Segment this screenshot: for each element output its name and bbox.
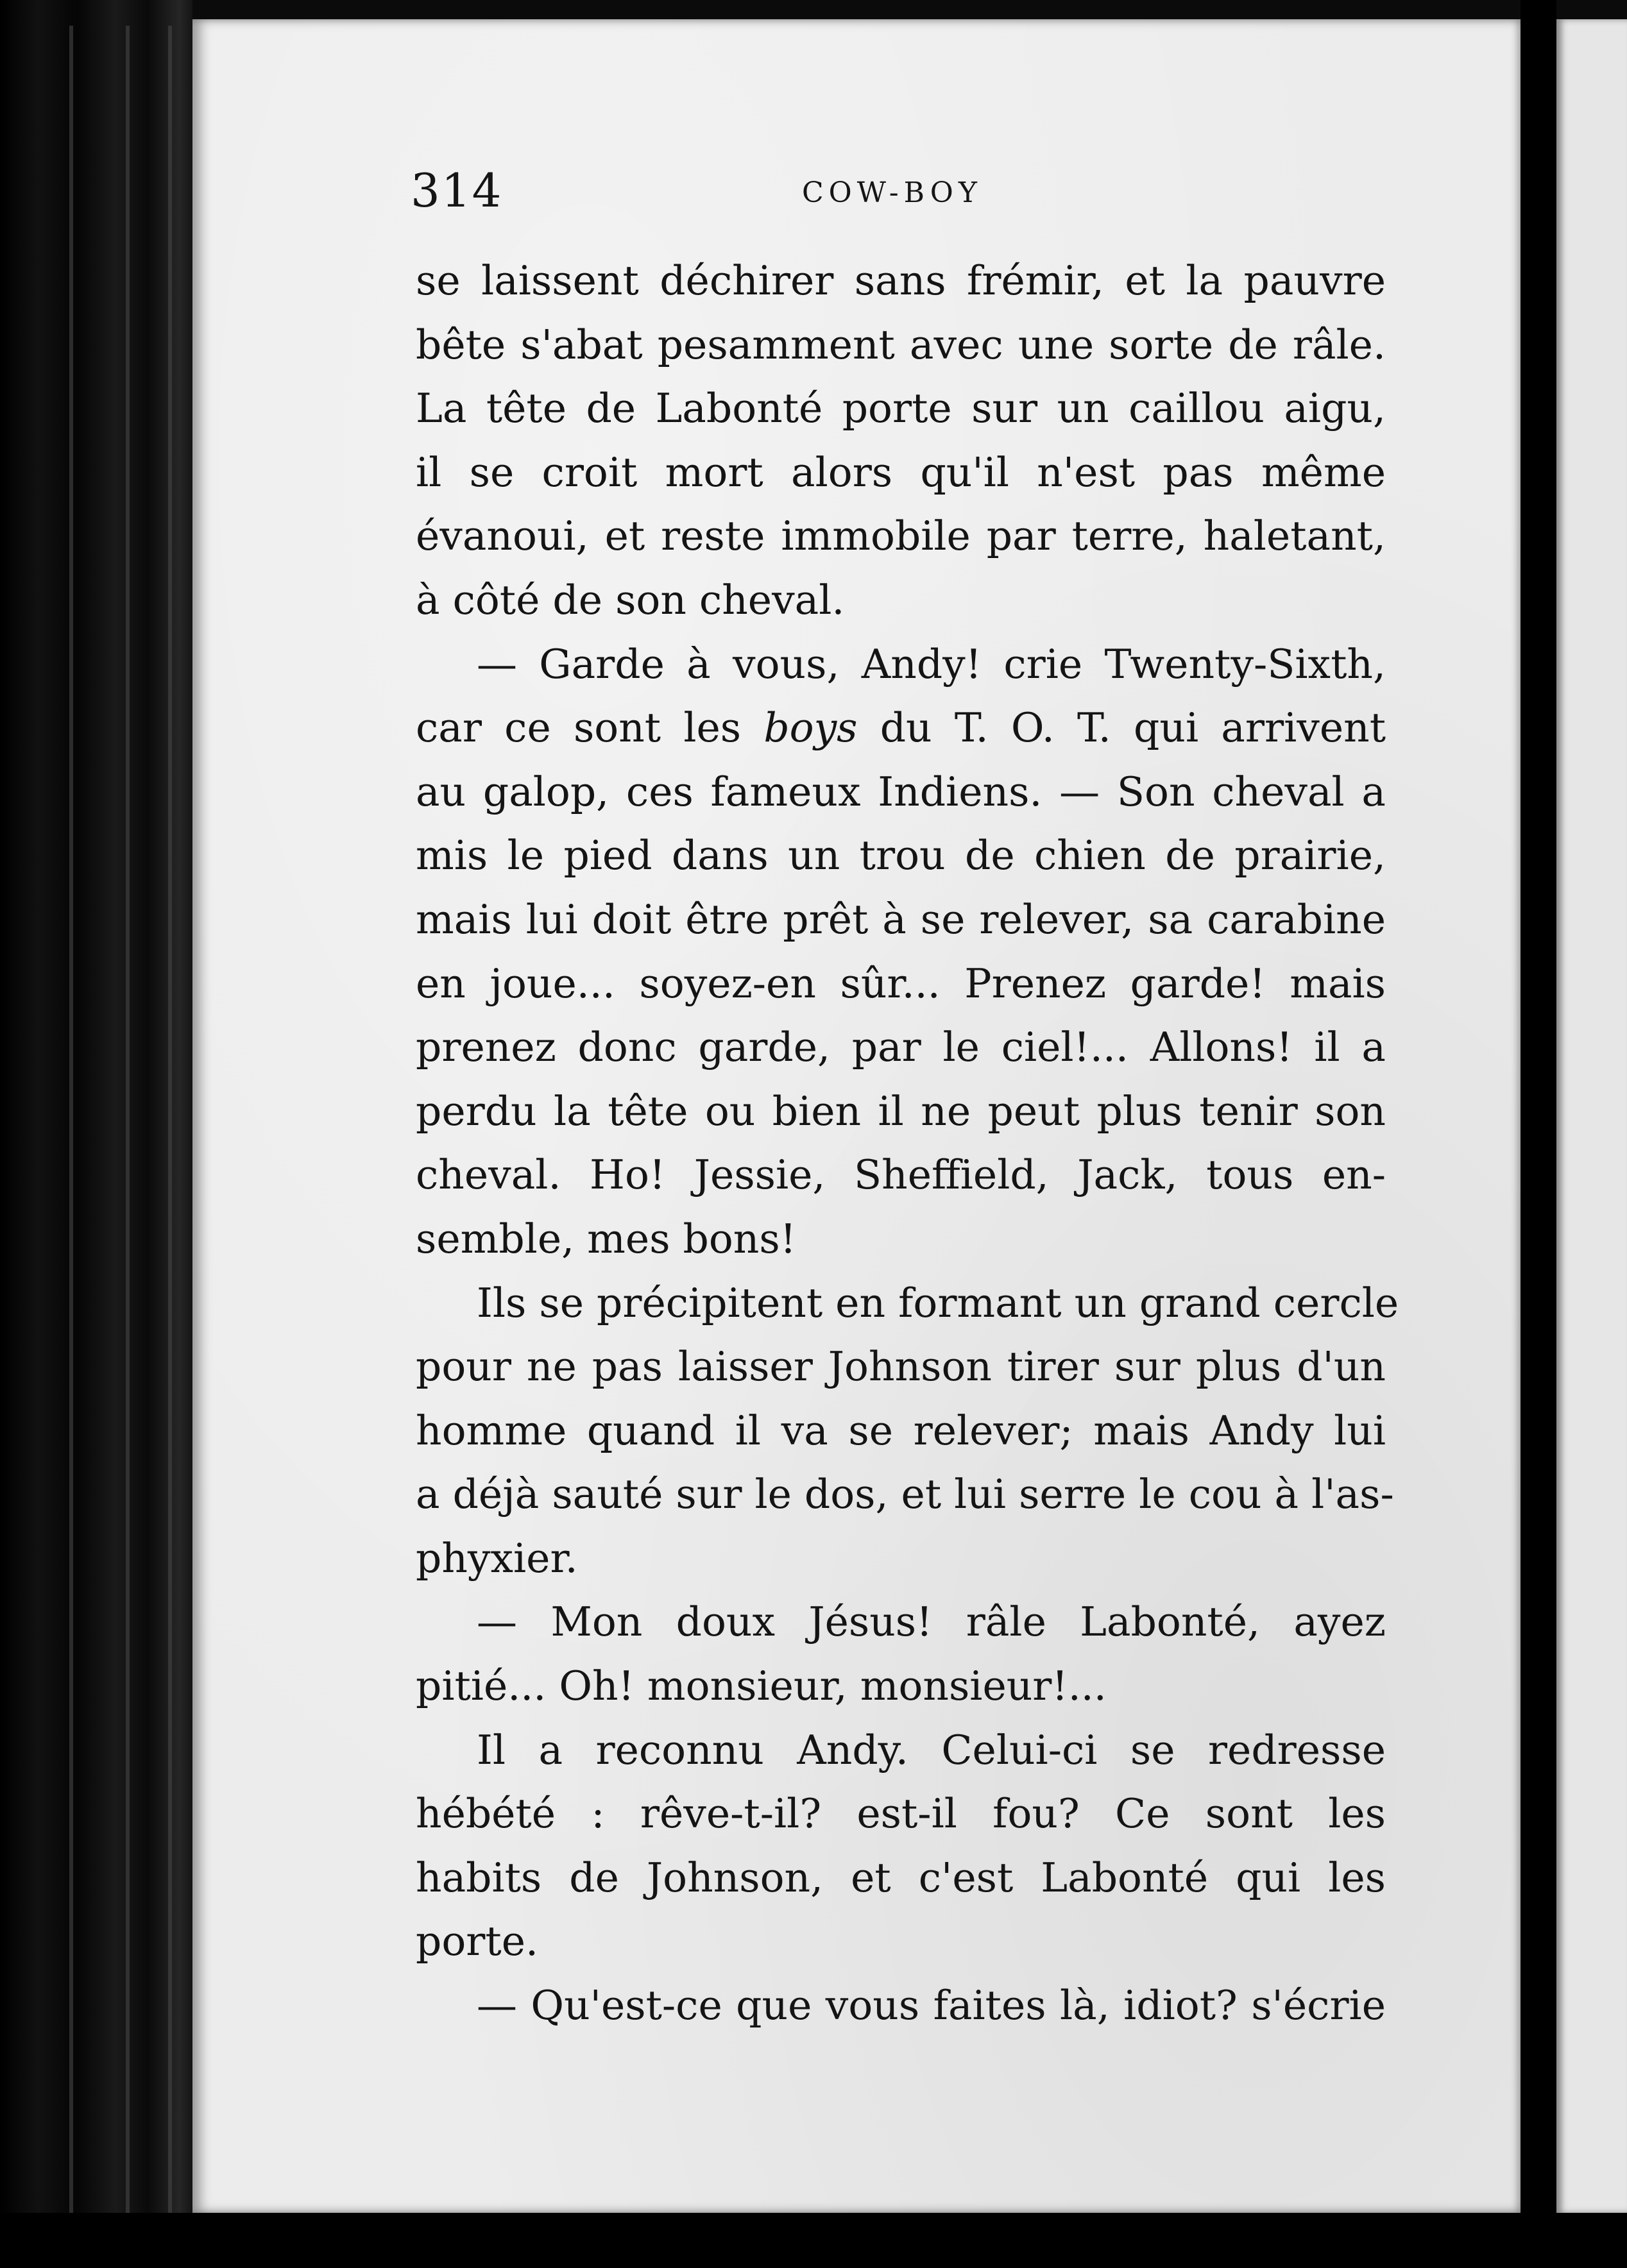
text-segment: car ce sont les <box>416 704 764 752</box>
text-line: prenez donc garde, par le ciel!... Allons! il a <box>416 1024 1386 1071</box>
text-line: a déjà sauté sur le dos, et lui serre le cou à l'as- <box>416 1471 1394 1518</box>
edge-streak <box>126 26 130 2232</box>
text-line: en joue... soyez-en sûr... Prenez garde! mais <box>416 960 1386 1007</box>
text-line: mis le pied dans un trou de chien de prairie, <box>416 832 1386 879</box>
facing-page-edge <box>1556 19 1627 2213</box>
scan-border-bottom <box>0 2213 1627 2268</box>
text-line: porte. <box>416 1918 538 1965</box>
text-line: La tête de Labonté porte sur un caillou aigu, <box>416 385 1386 432</box>
text-line: habits de Johnson, et c'est Labonté qui les <box>416 1854 1386 1901</box>
page-gutter <box>1521 0 1556 2268</box>
text-line: bête s'abat pesamment avec une sorte de râle. <box>416 321 1386 368</box>
text-line: pour ne pas laisser Johnson tirer sur plus d'un <box>416 1343 1386 1391</box>
page-number: 314 <box>411 164 503 217</box>
body-text <box>416 249 1399 2038</box>
text-line: semble, mes bons! <box>416 1215 797 1262</box>
text-line: Il a reconnu Andy. Celui-ci se redresse <box>477 1726 1386 1773</box>
italic-word: boys <box>763 704 858 752</box>
text-line: mais lui doit être prêt à se relever, sa carabine <box>416 895 1386 943</box>
text-line: cheval. Ho! Jessie, Sheffield, Jack, tous en- <box>416 1151 1386 1199</box>
text-line: il se croit mort alors qu'il n'est pas même <box>416 448 1386 496</box>
text-line: évanoui, et reste immobile par terre, haletant, <box>416 512 1386 560</box>
text-line: hébété : rêve-t-il? est-il fou? Ce sont les <box>416 1790 1386 1838</box>
text-line <box>416 696 1386 760</box>
text-line: perdu la tête ou bien il ne peut plus tenir son <box>416 1087 1386 1135</box>
text-line: Ils se précipitent en formant un grand cercle <box>477 1279 1399 1326</box>
text-segment: du T. O. T. qui arrivent <box>857 704 1386 752</box>
text-line: phyxier. <box>416 1534 578 1582</box>
book-edge-left <box>0 0 192 2268</box>
text-line: — Mon doux Jésus! râle Labonté, ayez <box>477 1598 1386 1646</box>
text-line: homme quand il va se relever; mais Andy lui <box>416 1407 1386 1454</box>
text-line: — Qu'est-ce que vous faites là, idiot? s'écrie <box>477 1982 1386 2029</box>
page-header <box>411 164 1373 234</box>
edge-streak <box>69 26 73 2232</box>
running-head: COW-BOY <box>802 176 982 209</box>
text-line: au galop, ces fameux Indiens. — Son cheval a <box>416 768 1386 815</box>
text-line: pitié... Oh! monsieur, monsieur!... <box>416 1663 1107 1710</box>
edge-streak <box>168 26 172 2232</box>
text-line: se laissent déchirer sans frémir, et la pauvre <box>416 257 1386 304</box>
text-line: à côté de son cheval. <box>416 576 845 623</box>
text-line: — Garde à vous, Andy! crie Twenty-Sixth, <box>477 640 1386 688</box>
